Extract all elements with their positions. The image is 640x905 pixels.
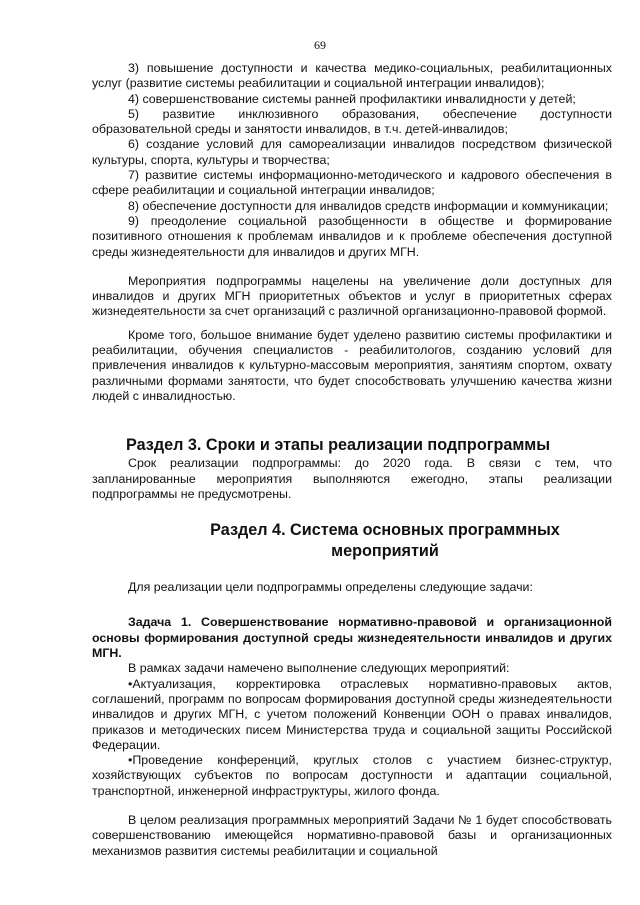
bullet-item [92, 753, 612, 799]
list-item-9: 9) преодоление социальной разобщенности в обществе и формирование позитивного отношения к проблемам инвалидов и к проблеме обеспечения доступной среды жизнедеятельности для инвалидов и других МГН. [92, 213, 612, 259]
section4-heading-line2: мероприятий [331, 542, 439, 561]
bullet-icon: • [128, 753, 133, 768]
list-item-7: 7) развитие системы информационно-методического и кадрового обеспечения в сфере реабилитации и социальной интеграции инвалидов; [92, 168, 612, 198]
section4-intro: Для реализации цели подпрограммы определены следующие задачи: [128, 580, 533, 595]
page-number: 69 [314, 38, 326, 52]
list-item-4: 4) совершенствование системы ранней профилактики инвалидности у детей; [128, 91, 576, 106]
list-item-6: 6) создание условий для самореализации инвалидов посредством физической культуры, спорта, культуры и творчества; [92, 137, 612, 167]
closing-paragraph: В целом реализация программных мероприятий Задачи № 1 будет способствовать совершенствованию имеющейся нормативно-правовой базы и организационных механизмов развития системы реабилитации и социальной [92, 812, 612, 858]
page-body [92, 61, 612, 859]
paragraph-measures: Мероприятия подпрограммы нацелены на увеличение доли доступных для инвалидов и других МГН приоритетных объектов и услуг в приоритетных сферах жизнедеятельности за счет организаций с различной организационно-правовой формой. [92, 273, 612, 319]
bullet-text: Актуализация, корректировка отраслевых нормативно-правовых актов, соглашений, программ по вопросам формирования доступной среды жизнедеятельности инвалидов и других МГН, с учетом положений Конвенции ООН о правах инвалидов, приказов и методических писем Министерства труда и социальной защиты Российской Федерации. [92, 676, 612, 752]
list-item-3: 3) повышение доступности и качества медико-социальных, реабилитационных услуг (развитие системы реабилитации и социальной интеграции инвалидов); [92, 61, 612, 91]
section4-heading-line1: Раздел 4. Система основных программных [210, 521, 560, 540]
section4-heading [92, 520, 612, 562]
section3-heading: Раздел 3. Сроки и этапы реализации подпрограммы [126, 436, 551, 455]
list-item-5: 5) развитие инклюзивного образования, обеспечение доступности образовательной среды и занятости инвалидов, в т.ч. детей-инвалидов; [92, 106, 612, 137]
bullet-text: Проведение конференций, круглых столов с участием бизнес-структур, хозяйствующих субъектов по вопросам доступности и адаптации социальной, транспортной, инженерной инфраструктуры, жилого фонда. [92, 753, 612, 798]
section3-text: Срок реализации подпрограммы: до 2020 года. В связи с тем, что запланированные мероприятия выполняются ежегодно, этапы реализации подпрограммы не предусмотрены. [92, 456, 612, 501]
bullet-icon: • [128, 676, 133, 691]
list-item-8: 8) обеспечение доступности для инвалидов средств информации и коммуникации; [128, 198, 609, 213]
task1-title: Задача 1. Совершенствование нормативно-правовой и организационной основы формирования доступной среды жизнедеятельности инвалидов и других МГН. [92, 615, 612, 661]
bullet-item [92, 677, 612, 753]
task1-intro: В рамках задачи намечено выполнение следующих мероприятий: [128, 661, 510, 676]
paragraph-rehabilitation: Кроме того, большое внимание будет уделено развитию системы профилактики и реабилитации, обучения специалистов - реабилитологов, созданию условий для привлечения инвалидов к культурно-массовым мероприятия, занятиям спортом, охвату различными формами занятости, что будет способствовать улучшению качества жизни людей с инвалидностью. [92, 327, 612, 403]
